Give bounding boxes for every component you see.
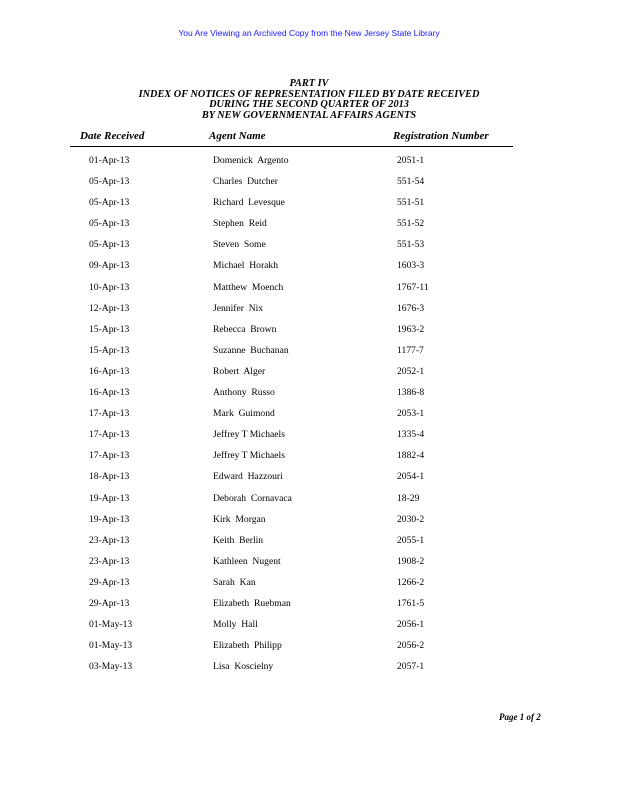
cell-agent-name: Matthew Moench <box>213 281 284 293</box>
table-row <box>0 598 618 619</box>
cell-date: 16-Apr-13 <box>89 365 130 377</box>
cell-agent-name: Edward Hazzouri <box>213 471 283 483</box>
cell-registration-number: 1603-3 <box>397 260 425 272</box>
column-header-date: Date Received <box>80 130 145 142</box>
table-row <box>0 471 618 492</box>
cell-registration-number: 2056-2 <box>397 640 425 652</box>
cell-date: 03-May-13 <box>89 661 133 673</box>
archive-banner: You Are Viewing an Archived Copy from the New Jersey State Library <box>178 28 440 38</box>
cell-registration-number: 551-52 <box>397 218 425 230</box>
cell-agent-name: Kathleen Nugent <box>213 555 281 567</box>
table-row <box>0 619 618 640</box>
cell-date: 17-Apr-13 <box>89 429 130 441</box>
cell-agent-name: Elizabeth Philipp <box>213 640 282 652</box>
cell-date: 05-Apr-13 <box>89 197 130 209</box>
table-row <box>0 556 618 577</box>
table-row <box>0 429 618 450</box>
table-row <box>0 197 618 218</box>
cell-agent-name: Michael Horakh <box>213 260 279 272</box>
cell-registration-number: 1882-4 <box>397 450 425 462</box>
cell-agent-name: Domenick Argento <box>213 155 289 166</box>
table-body <box>0 155 618 682</box>
cell-registration-number: 2054-1 <box>397 471 425 483</box>
table-row <box>0 366 618 387</box>
cell-registration-number: 1761-5 <box>397 597 425 609</box>
table-row <box>0 408 618 429</box>
cell-registration-number: 2030-2 <box>397 513 425 525</box>
cell-agent-name: Suzanne Buchanan <box>213 344 289 356</box>
cell-registration-number: 2051-1 <box>397 155 425 166</box>
table-row <box>0 239 618 260</box>
cell-date: 12-Apr-13 <box>89 302 130 314</box>
page-number: Page 1 of 2 <box>499 712 541 722</box>
cell-registration-number: 1676-3 <box>397 302 425 314</box>
cell-date: 01-May-13 <box>89 619 133 631</box>
cell-date: 05-Apr-13 <box>89 218 130 230</box>
cell-date: 29-Apr-13 <box>89 597 130 609</box>
heading-subtitle: BY NEW GOVERNMENTAL AFFAIRS AGENTS <box>201 109 417 121</box>
cell-date: 23-Apr-13 <box>89 534 130 546</box>
table-row <box>0 324 618 345</box>
header-divider <box>70 146 513 147</box>
table-row <box>0 577 618 598</box>
table-row <box>0 303 618 324</box>
cell-date: 23-Apr-13 <box>89 555 130 567</box>
cell-registration-number: 2055-1 <box>397 534 425 546</box>
cell-agent-name: Keith Berlin <box>213 534 264 546</box>
cell-registration-number: 1177-7 <box>397 344 424 356</box>
cell-date: 15-Apr-13 <box>89 344 130 356</box>
cell-agent-name: Jeffrey T Michaels <box>213 429 285 441</box>
cell-agent-name: Charles Dutcher <box>213 176 279 188</box>
column-header-registration: Registration Number <box>393 130 489 142</box>
cell-registration-number: 551-53 <box>397 239 425 251</box>
cell-registration-number: 1386-8 <box>397 387 425 399</box>
column-header-agent: Agent Name <box>209 130 266 142</box>
table-row <box>0 387 618 408</box>
cell-registration-number: 2052-1 <box>397 365 425 377</box>
table-row <box>0 514 618 535</box>
cell-registration-number: 1335-4 <box>397 429 425 441</box>
cell-date: 16-Apr-13 <box>89 387 130 399</box>
cell-registration-number: 18-29 <box>397 492 420 504</box>
table-row <box>0 345 618 366</box>
table-row <box>0 260 618 281</box>
cell-date: 17-Apr-13 <box>89 450 130 462</box>
cell-agent-name: Lisa Koscielny <box>213 661 274 673</box>
cell-agent-name: Jeffrey T Michaels <box>213 450 285 462</box>
heading-title: INDEX OF NOTICES OF REPRESENTATION FILED BY DATE RECEIVED <box>138 88 480 100</box>
cell-agent-name: Elizabeth Ruebman <box>213 597 291 609</box>
table-row <box>0 640 618 661</box>
cell-agent-name: Molly Hall <box>213 619 258 631</box>
table-row <box>0 218 618 239</box>
cell-agent-name: Anthony Russo <box>213 387 275 399</box>
cell-agent-name: Robert Alger <box>213 365 266 377</box>
cell-registration-number: 551-54 <box>397 176 425 188</box>
document-heading <box>0 79 618 121</box>
table-row <box>0 282 618 303</box>
cell-registration-number: 1963-2 <box>397 323 425 335</box>
table-row <box>0 661 618 682</box>
cell-date: 05-Apr-13 <box>89 176 130 188</box>
heading-part: PART IV <box>289 78 329 89</box>
table-row <box>0 535 618 556</box>
cell-date: 29-Apr-13 <box>89 576 130 588</box>
cell-registration-number: 2053-1 <box>397 408 425 420</box>
cell-registration-number: 551-51 <box>397 197 425 209</box>
cell-date: 01-May-13 <box>89 640 133 652</box>
cell-agent-name: Steven Some <box>213 239 266 251</box>
cell-date: 19-Apr-13 <box>89 513 130 525</box>
heading-period: DURING THE SECOND QUARTER OF 2013 <box>209 99 409 111</box>
cell-agent-name: Stephen Reid <box>213 218 267 230</box>
cell-registration-number: 1266-2 <box>397 576 425 588</box>
cell-date: 09-Apr-13 <box>89 260 130 272</box>
table-row <box>0 450 618 471</box>
cell-registration-number: 1767-11 <box>397 281 429 293</box>
cell-registration-number: 2057-1 <box>397 661 425 673</box>
cell-registration-number: 1908-2 <box>397 555 425 567</box>
cell-date: 05-Apr-13 <box>89 239 130 251</box>
table-row <box>0 155 618 176</box>
cell-agent-name: Kirk Morgan <box>213 513 266 525</box>
cell-date: 19-Apr-13 <box>89 492 130 504</box>
cell-agent-name: Jennifer Nix <box>213 302 264 314</box>
cell-agent-name: Deborah Cornavaca <box>213 492 292 504</box>
cell-date: 10-Apr-13 <box>89 281 130 293</box>
cell-registration-number: 2056-1 <box>397 619 425 631</box>
table-row <box>0 176 618 197</box>
cell-date: 01-Apr-13 <box>89 155 130 166</box>
cell-agent-name: Mark Guimond <box>213 408 275 420</box>
cell-agent-name: Rebecca Brown <box>213 323 277 335</box>
cell-date: 18-Apr-13 <box>89 471 130 483</box>
table-row <box>0 493 618 514</box>
cell-date: 15-Apr-13 <box>89 323 130 335</box>
cell-agent-name: Sarah Kan <box>213 576 256 588</box>
cell-date: 17-Apr-13 <box>89 408 130 420</box>
cell-agent-name: Richard Levesque <box>213 197 285 209</box>
